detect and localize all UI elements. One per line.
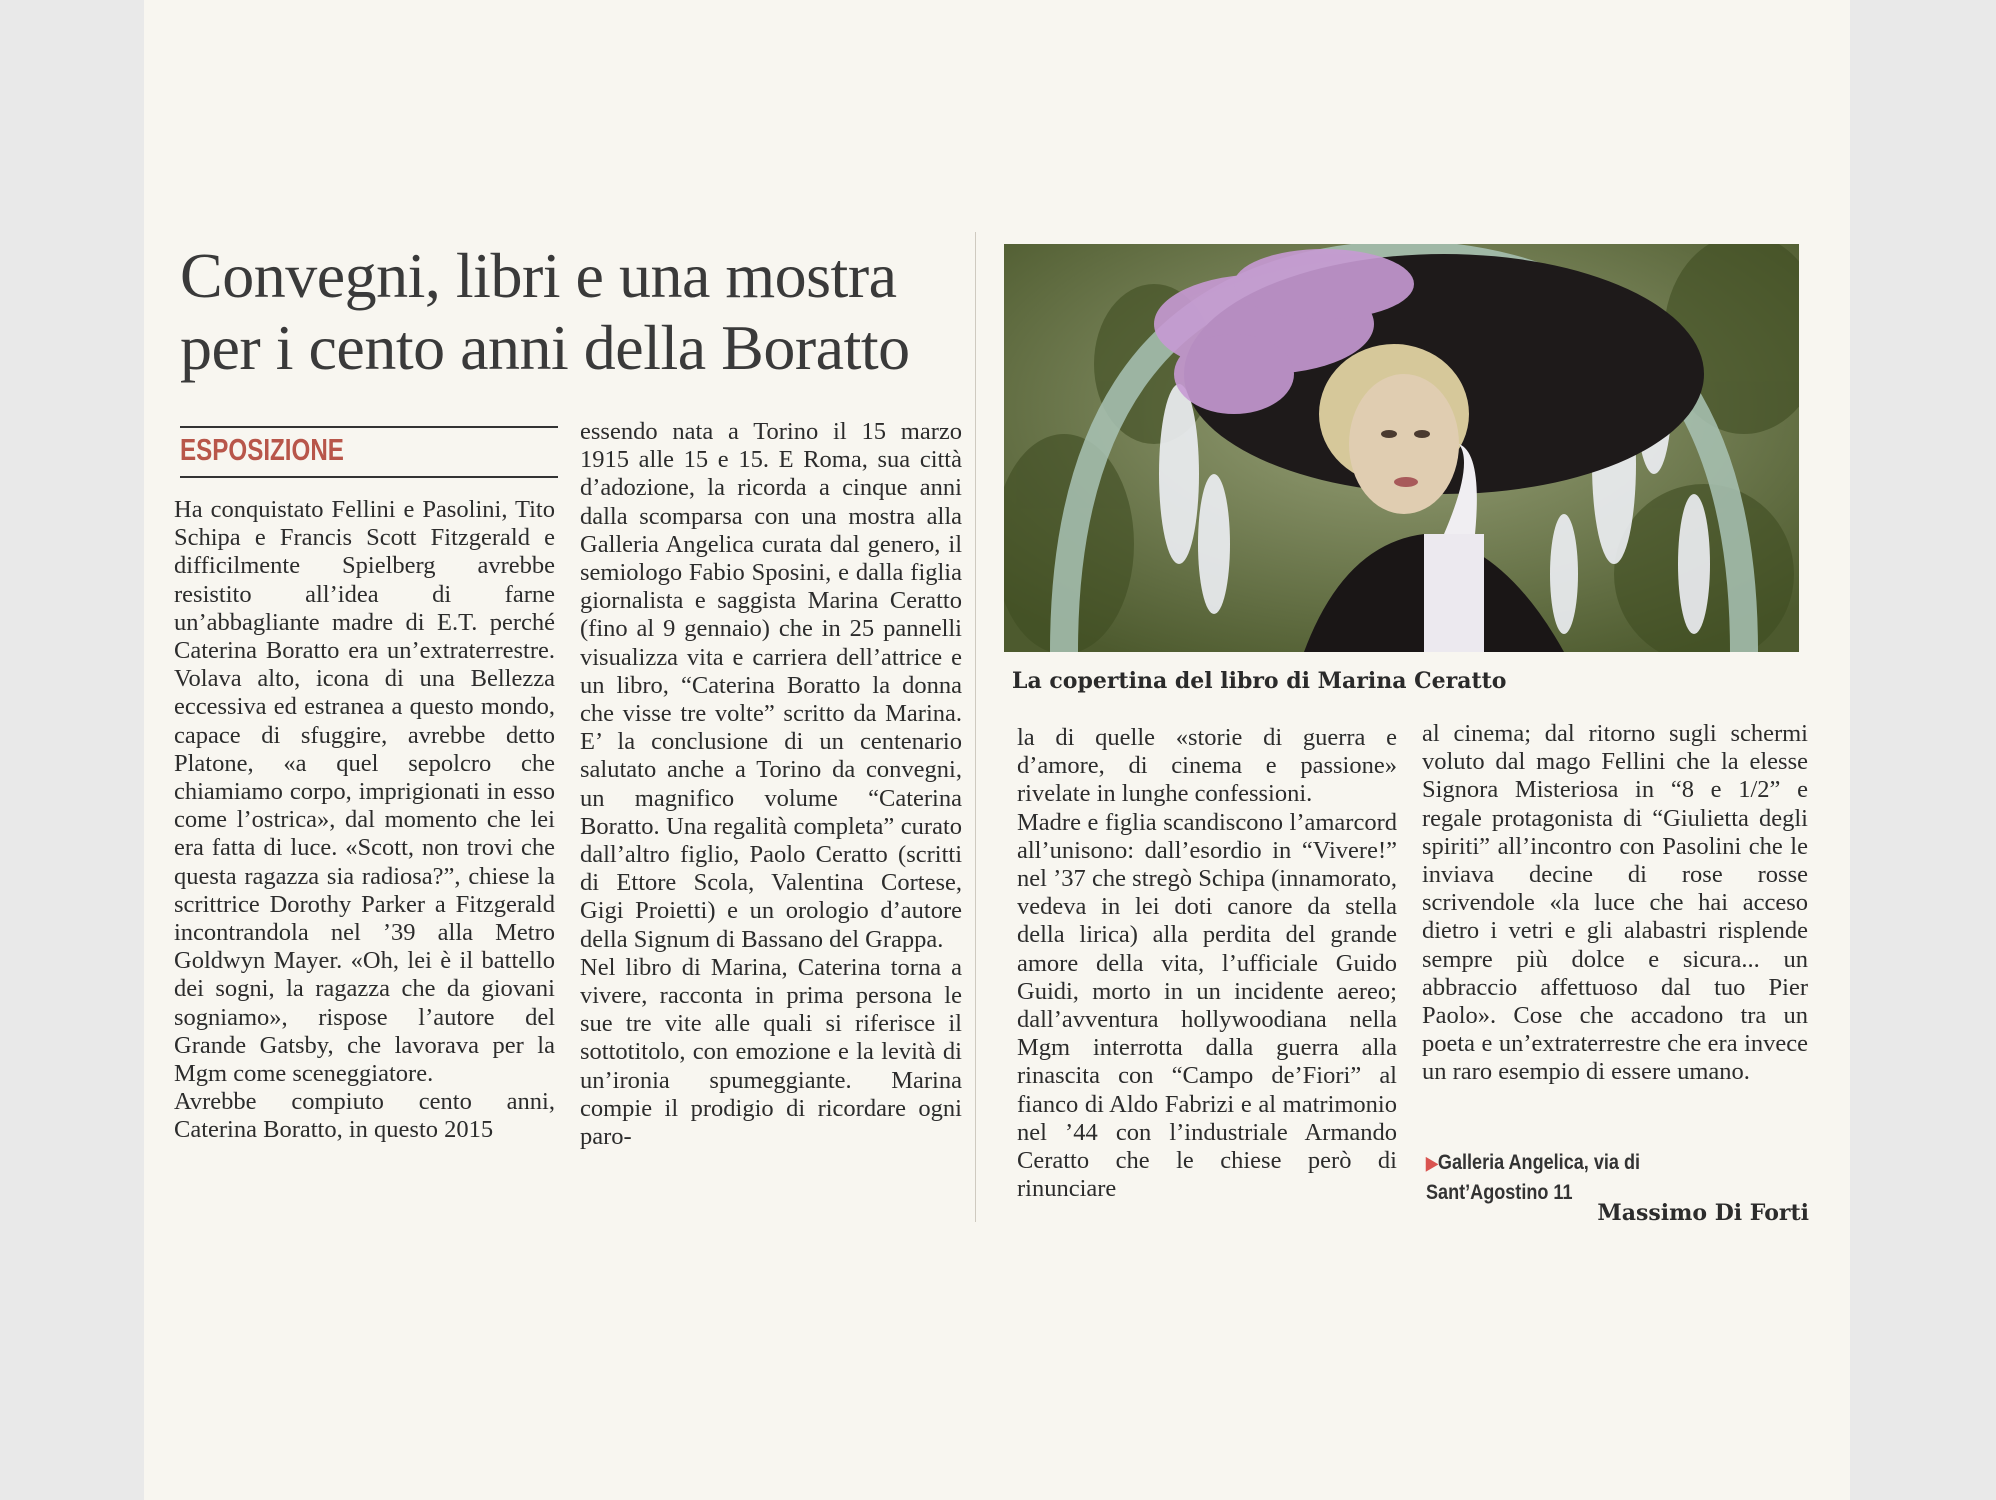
kicker-top-rule bbox=[180, 426, 558, 428]
article-column-3: la di quelle «storie di guerra e d’amore, di cinema e passione» rivelate in lunghe confessioni. Madre e figlia scandiscono l’amarcord all’unisono: dall’esordio in “Vivere!” nel ’37 che stregò Schipa (innamorato, vedeva in lei doti canore da stella della lirica) alla perdita del grande amore della vita, l’ufficiale Guido Guidi, morto in un incidente aereo; dall’avventura hollywoodiana nella Mgm interrotta dalla guerra alla rinascita con “Campo de’Fiori” al fianco di Aldo Fabrizi e al matrimonio nel ’44 con l’industriale Armando Ceratto che le chiese però di rinunciare bbox=[1017, 724, 1397, 1203]
headline bbox=[180, 240, 980, 384]
exhibition-info bbox=[1426, 1148, 1640, 1208]
book-cover-illustration bbox=[1004, 244, 1799, 652]
article-column-2: essendo nata a Torino il 15 marzo 1915 alle 15 e 15. E Roma, sua città d’adozione, la ricorda a cinque anni dalla scomparsa con una mostra alla Galleria Angelica curata dal genero, il semiologo Fabio Sposini, e dalla figlia giornalista e saggista Marina Ceratto (fino al 9 gennaio) che in 25 pannelli visualizza vita e carriera dell’attrice e un libro, “Caterina Boratto la donna che visse tre volte” scritto da Marina. E’ la conclusione di un centenario salutato anche a Torino da convegni, un magnifico volume “Caterina Boratto. Una regalità completa” curato dall’altro figlio, Paolo Ceratto (scritti di Ettore Scola, Valentina Cortese, Gigi Proietti) e un orologio d’autore della Signum di Bassano del Grappa. Nel libro di Marina, Caterina torna a vivere, racconta in prima persona le sue tre vite alle quali si riferisce il sottotitolo, con emozione e la levità di un’ironia spumeggiante. Marina compie il prodigio di ricordare ogni paro- bbox=[580, 418, 962, 1151]
article-column-4: al cinema; dal ritorno sugli schermi voluto dal mago Fellini che la elesse Signora Misteriosa in “8 e 1/2” e regale protagonista di “Giulietta degli spiriti” all’incontro con Pasolini che le inviava decine di rose rosse scrivendole «la luce che hai acceso dietro i vetri e gli alabastri risplende sempre più dolce e sicura... un abbraccio affettuoso dal tuo Pier Paolo». Cose che accadono tra un poeta e un’extraterrestre che era invece un raro esempio di essere umano. bbox=[1422, 720, 1808, 1086]
author-byline: Massimo Di Forti bbox=[1597, 1200, 1809, 1226]
headline-line-1: Convegni, libri e una mostra bbox=[180, 240, 897, 311]
book-cover-photo bbox=[1004, 244, 1799, 652]
exhibition-info-line-2: Sant’Agostino 11 bbox=[1426, 1181, 1573, 1204]
kicker-bottom-rule bbox=[180, 476, 558, 478]
exhibition-info-line-1: Galleria Angelica, via di bbox=[1437, 1151, 1641, 1174]
section-kicker: ESPOSIZIONE bbox=[180, 432, 344, 467]
column-divider bbox=[975, 232, 976, 1222]
headline-line-2: per i cento anni della Boratto bbox=[180, 312, 910, 383]
article-column-1: Ha conquistato Fellini e Pasolini, Tito Schipa e Francis Scott Fitzgerald e difficilmente Spielberg avrebbe resistito all’idea di farne un’abbagliante madre di E.T. perché Caterina Boratto era un’extraterrestre. Volava alto, icona di una Bellezza eccessiva ed estranea a questo mondo, capace di sfuggire, avrebbe detto Platone, «a quel sepolcro che chiamiamo corpo, imprigionati in esso come l’ostrica», dal momento che lei era fatta di luce. «Scott, non trovi che questa ragazza sia radiosa?”, chiese la scrittrice Dorothy Parker a Fitzgerald incontrandola nel ’39 alla Metro Goldwyn Mayer. «Oh, lei è il battello dei sogni, la ragazza che da giovani sogniamo», rispose l’autore del Grande Gatsby, che lavorava per la Mgm come sceneggiatore. Avrebbe compiuto cento anni, Caterina Boratto, in questo 2015 bbox=[174, 496, 555, 1144]
photo-caption: La copertina del libro di Marina Ceratto bbox=[1012, 668, 1507, 694]
triangle-arrow-icon: ▶ bbox=[1426, 1153, 1438, 1173]
